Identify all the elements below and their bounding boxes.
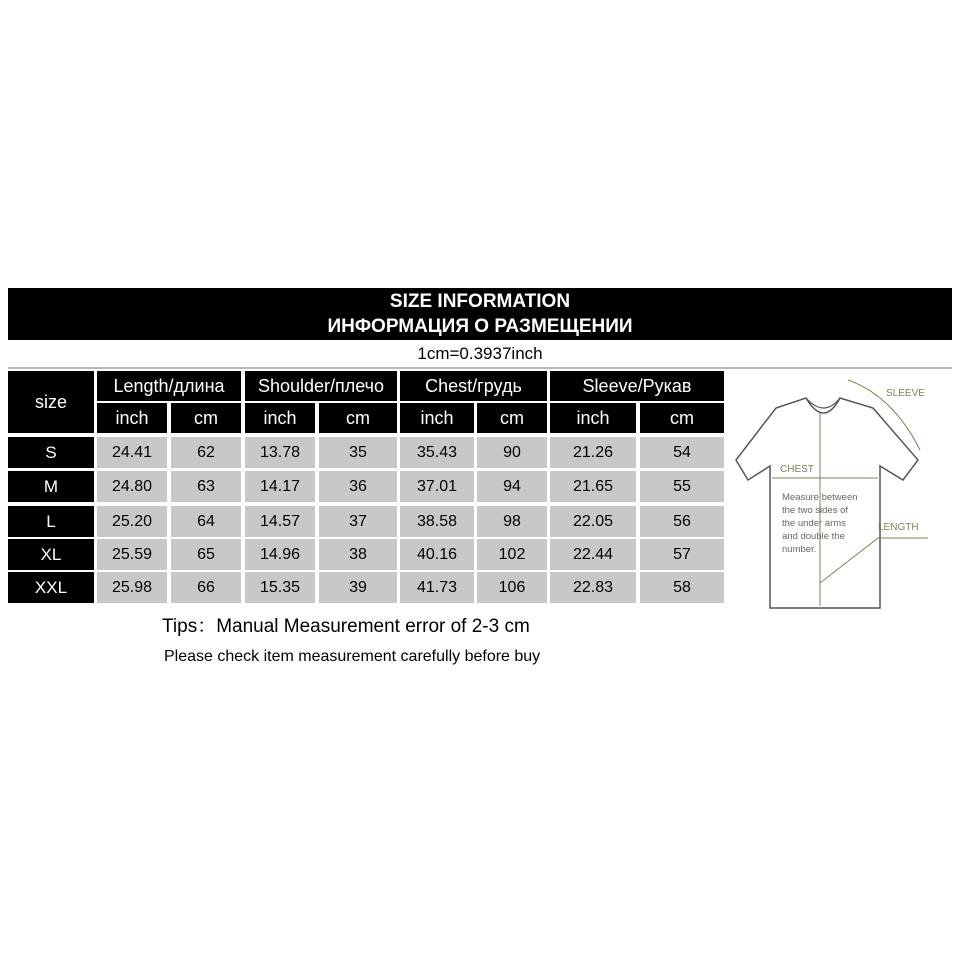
measurement-cell: 14.57 xyxy=(245,506,315,537)
measurement-cell: 13.78 xyxy=(245,437,315,468)
measurement-cell: 40.16 xyxy=(400,539,474,570)
measurement-cell: 41.73 xyxy=(400,572,474,603)
measurement-cell: 25.59 xyxy=(97,539,167,570)
column-group-header: Length/длина xyxy=(97,371,241,401)
measurement-cell: 63 xyxy=(171,471,241,502)
measurement-cell: 102 xyxy=(477,539,547,570)
size-label: M xyxy=(8,471,94,502)
column-group-header: Chest/грудь xyxy=(400,371,547,401)
measurement-cell: 64 xyxy=(171,506,241,537)
column-group-header: Shoulder/плечо xyxy=(245,371,397,401)
unit-header: cm xyxy=(640,403,724,433)
size-information-banner xyxy=(8,288,952,340)
length-leader xyxy=(820,538,928,583)
tshirt-measurement-diagram xyxy=(728,368,952,614)
measurement-cell: 35.43 xyxy=(400,437,474,468)
measure-instruction: Measure between the two sides of the under arms and double the number. xyxy=(782,492,858,555)
unit-header: cm xyxy=(477,403,547,433)
measurement-cell: 62 xyxy=(171,437,241,468)
size-label: XL xyxy=(8,539,94,570)
unit-conversion: 1cm=0.3937inch xyxy=(8,341,952,369)
measurement-cell: 21.65 xyxy=(550,471,636,502)
measurement-cell: 58 xyxy=(640,572,724,603)
measurement-cell: 98 xyxy=(477,506,547,537)
measurement-cell: 38.58 xyxy=(400,506,474,537)
measurement-cell: 24.41 xyxy=(97,437,167,468)
measurement-cell: 90 xyxy=(477,437,547,468)
size-label: L xyxy=(8,506,94,537)
unit-header: cm xyxy=(319,403,397,433)
measurement-cell: 25.98 xyxy=(97,572,167,603)
measurement-cell: 22.05 xyxy=(550,506,636,537)
measurement-cell: 54 xyxy=(640,437,724,468)
measurement-cell: 39 xyxy=(319,572,397,603)
measurement-cell: 14.96 xyxy=(245,539,315,570)
note-text: Please check item measurement carefully before buy xyxy=(164,648,541,665)
measurement-cell: 56 xyxy=(640,506,724,537)
measurement-cell: 36 xyxy=(319,471,397,502)
measurement-cell: 66 xyxy=(171,572,241,603)
tshirt-outline xyxy=(736,398,918,608)
unit-header: inch xyxy=(245,403,315,433)
unit-header: cm xyxy=(171,403,241,433)
measurement-cell: 14.17 xyxy=(245,471,315,502)
size-label: S xyxy=(8,437,94,468)
measurement-cell: 25.20 xyxy=(97,506,167,537)
measurement-cell: 24.80 xyxy=(97,471,167,502)
measurement-cell: 15.35 xyxy=(245,572,315,603)
measurement-cell: 37 xyxy=(319,506,397,537)
sleeve-label: SLEEVE xyxy=(886,388,925,399)
measurement-cell: 22.44 xyxy=(550,539,636,570)
length-label: LENGTH xyxy=(878,522,919,533)
measurement-cell: 94 xyxy=(477,471,547,502)
tips-text: Tips：Manual Measurement error of 2-3 cm xyxy=(162,616,530,637)
measurement-cell: 38 xyxy=(319,539,397,570)
unit-header: inch xyxy=(97,403,167,433)
measurement-cell: 106 xyxy=(477,572,547,603)
banner-title-ru: ИНФОРМАЦИЯ О РАЗМЕЩЕНИИ xyxy=(327,316,633,337)
chest-label: CHEST xyxy=(780,464,814,475)
measurement-cell: 35 xyxy=(319,437,397,468)
unit-header: inch xyxy=(400,403,474,433)
size-header: size xyxy=(8,371,94,433)
banner-title-en: SIZE INFORMATION xyxy=(389,291,571,312)
column-group-header: Sleeve/Рукав xyxy=(550,371,724,401)
tshirt-diagram-svg xyxy=(728,368,952,614)
measurement-cell: 65 xyxy=(171,539,241,570)
unit-header: inch xyxy=(550,403,636,433)
measurement-cell: 22.83 xyxy=(550,572,636,603)
measurement-cell: 55 xyxy=(640,471,724,502)
measurement-cell: 21.26 xyxy=(550,437,636,468)
measurement-cell: 57 xyxy=(640,539,724,570)
measurement-cell: 37.01 xyxy=(400,471,474,502)
size-label: XXL xyxy=(8,572,94,603)
